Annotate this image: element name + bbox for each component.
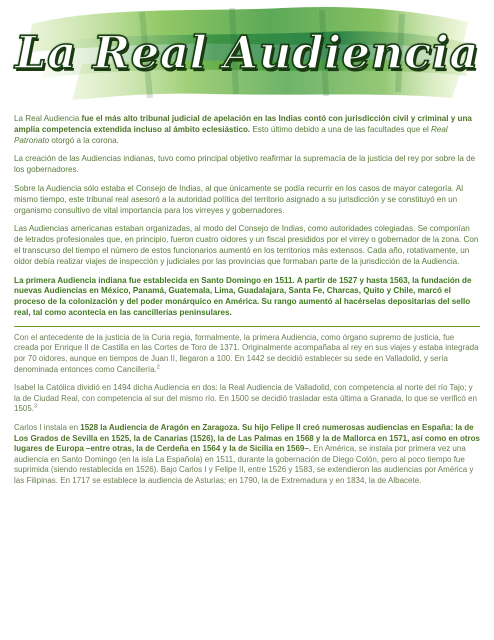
footnote-ref: 3: [34, 403, 38, 410]
bold-run: fue el más alto tribunal judicial de apelación en las Indias contó con jurisdicción civil y criminal y una amplia competencia extendida incluso al ámbito eclesiástico.: [14, 114, 472, 134]
text-run: Con el antecedente de la justicia de la Curia regia, formalmente, la primera Audiencia, como órgano supremo de justicia, fue creada por Enrique II de Castilla en las Cortes de Toro de 1371. Originalmente acompañaba al rey en sus viajes y estaba integrada por 70 oidores, aunque en tiempos de Juan II, llegaron a 100. En 1442 se decidió establecer su sede en Valladolid, y sería denominada entonces como Cancillería.: [14, 332, 479, 374]
paragraph-8: [14, 423, 480, 487]
article-body: [14, 114, 480, 494]
header-banner: [0, 0, 494, 112]
text-run: La Real Audiencia: [14, 114, 82, 123]
footnote-ref: 2: [156, 363, 160, 370]
text-run: Isabel la Católica dividió en 1494 dicha Audiencia en dos: la Real Audiencia de Valladolid, con competencia al norte del río Tajo; y la de Ciudad Real, con competencia al sur del mismo río. En 1500 se decidió trasladar esta última a Granada, lo que se verificó en 1505.: [14, 383, 477, 414]
paragraph-5-highlight: La primera Audiencia indiana fue establecida en Santo Domingo en 1511. A partir de 1527 y hasta 1563, la fundación de nuevas Audiencias en México, Panamá, Guatemala, Lima, Guadalajara, Santa Fe, Charcas, Quito y Chile, marcó el proceso de la colonización y del poder monárquico en América. Su rango aumentó al hacérselas depositarias del sello real, tal como acontecía en las cancillerías peninsulares.: [14, 275, 472, 317]
text-run: En América, se instala por primera vez una audiencia en Santo Domingo (en la isla La Española) en 1511, durante la gobernación de Diego Colón, pero al poco tiempo fue suprimida (siendo restablecida en 1526). Bajo Carlos I y Felipe II, entre 1526 y 1583, se extendieron las audiencias por América y las Filipinas. En 1717 se establece la audiencia de Asturias; en 1790, la de Extremadura y en 1834, la de Albacete.: [14, 444, 474, 485]
italic-run: Real Patronato: [14, 124, 448, 145]
paragraph-7: [14, 383, 480, 415]
paragraph-3: Sobre la Audiencia sólo estaba el Consejo de Indias, al que únicamente se podía recurrir en los casos de mayor categoría. Al mismo tiempo, este tribunal real asesoró a la autoridad política del territorio asignado a su jurisdicción y se constituyó en un organismo consultivo de vital importancia para los virreyes y gobernadores.: [14, 183, 464, 215]
paragraph-1: [14, 114, 480, 146]
paragraph-4: Las Audiencias americanas estaban organizadas, al modo del Consejo de Indias, como autoridades colegiadas. Se componían de letrados profesionales que, en principio, fueron cuatro oidores y un fiscal presididos por el virrey o gobernador de la zona. Con el transcurso del tiempo el número de estos funcionarios aumentó en los territorios más extensos. Cada año, rotativamente, un oidor debía realizar viajes de inspección y judiciales por las provincias que formaban parte de la jurisdicción de la Audiencia.: [14, 224, 479, 266]
paragraph-2: La creación de las Audiencias indianas, tuvo como principal objetivo reafirmar la supremacía de la justicia del rey por sobre la de los gobernadores.: [14, 154, 476, 175]
paragraph-6: [14, 333, 480, 375]
text-run: Carlos I instala en: [14, 422, 81, 432]
text-run: otorgó a la corona.: [49, 135, 119, 145]
bold-run: 1528 la Audiencia de Aragón en Zaragoza. Su hijo Felipe II creó numerosas audiencias en España: la de Los Grados de Sevilla en 1525, la de Canarias (1526), la de Las Palmas en 1568 y la de Mallorca en 1571, así como en otros lugares de Europa –entre otras, la de Cerdeña en 1564 y la de Sicilia en 1569–.: [14, 422, 480, 454]
section-divider: [14, 326, 480, 327]
text-run: Esto último debido a una de las facultades que el: [250, 124, 432, 134]
page-title: La Real Audiencia: [14, 26, 480, 79]
